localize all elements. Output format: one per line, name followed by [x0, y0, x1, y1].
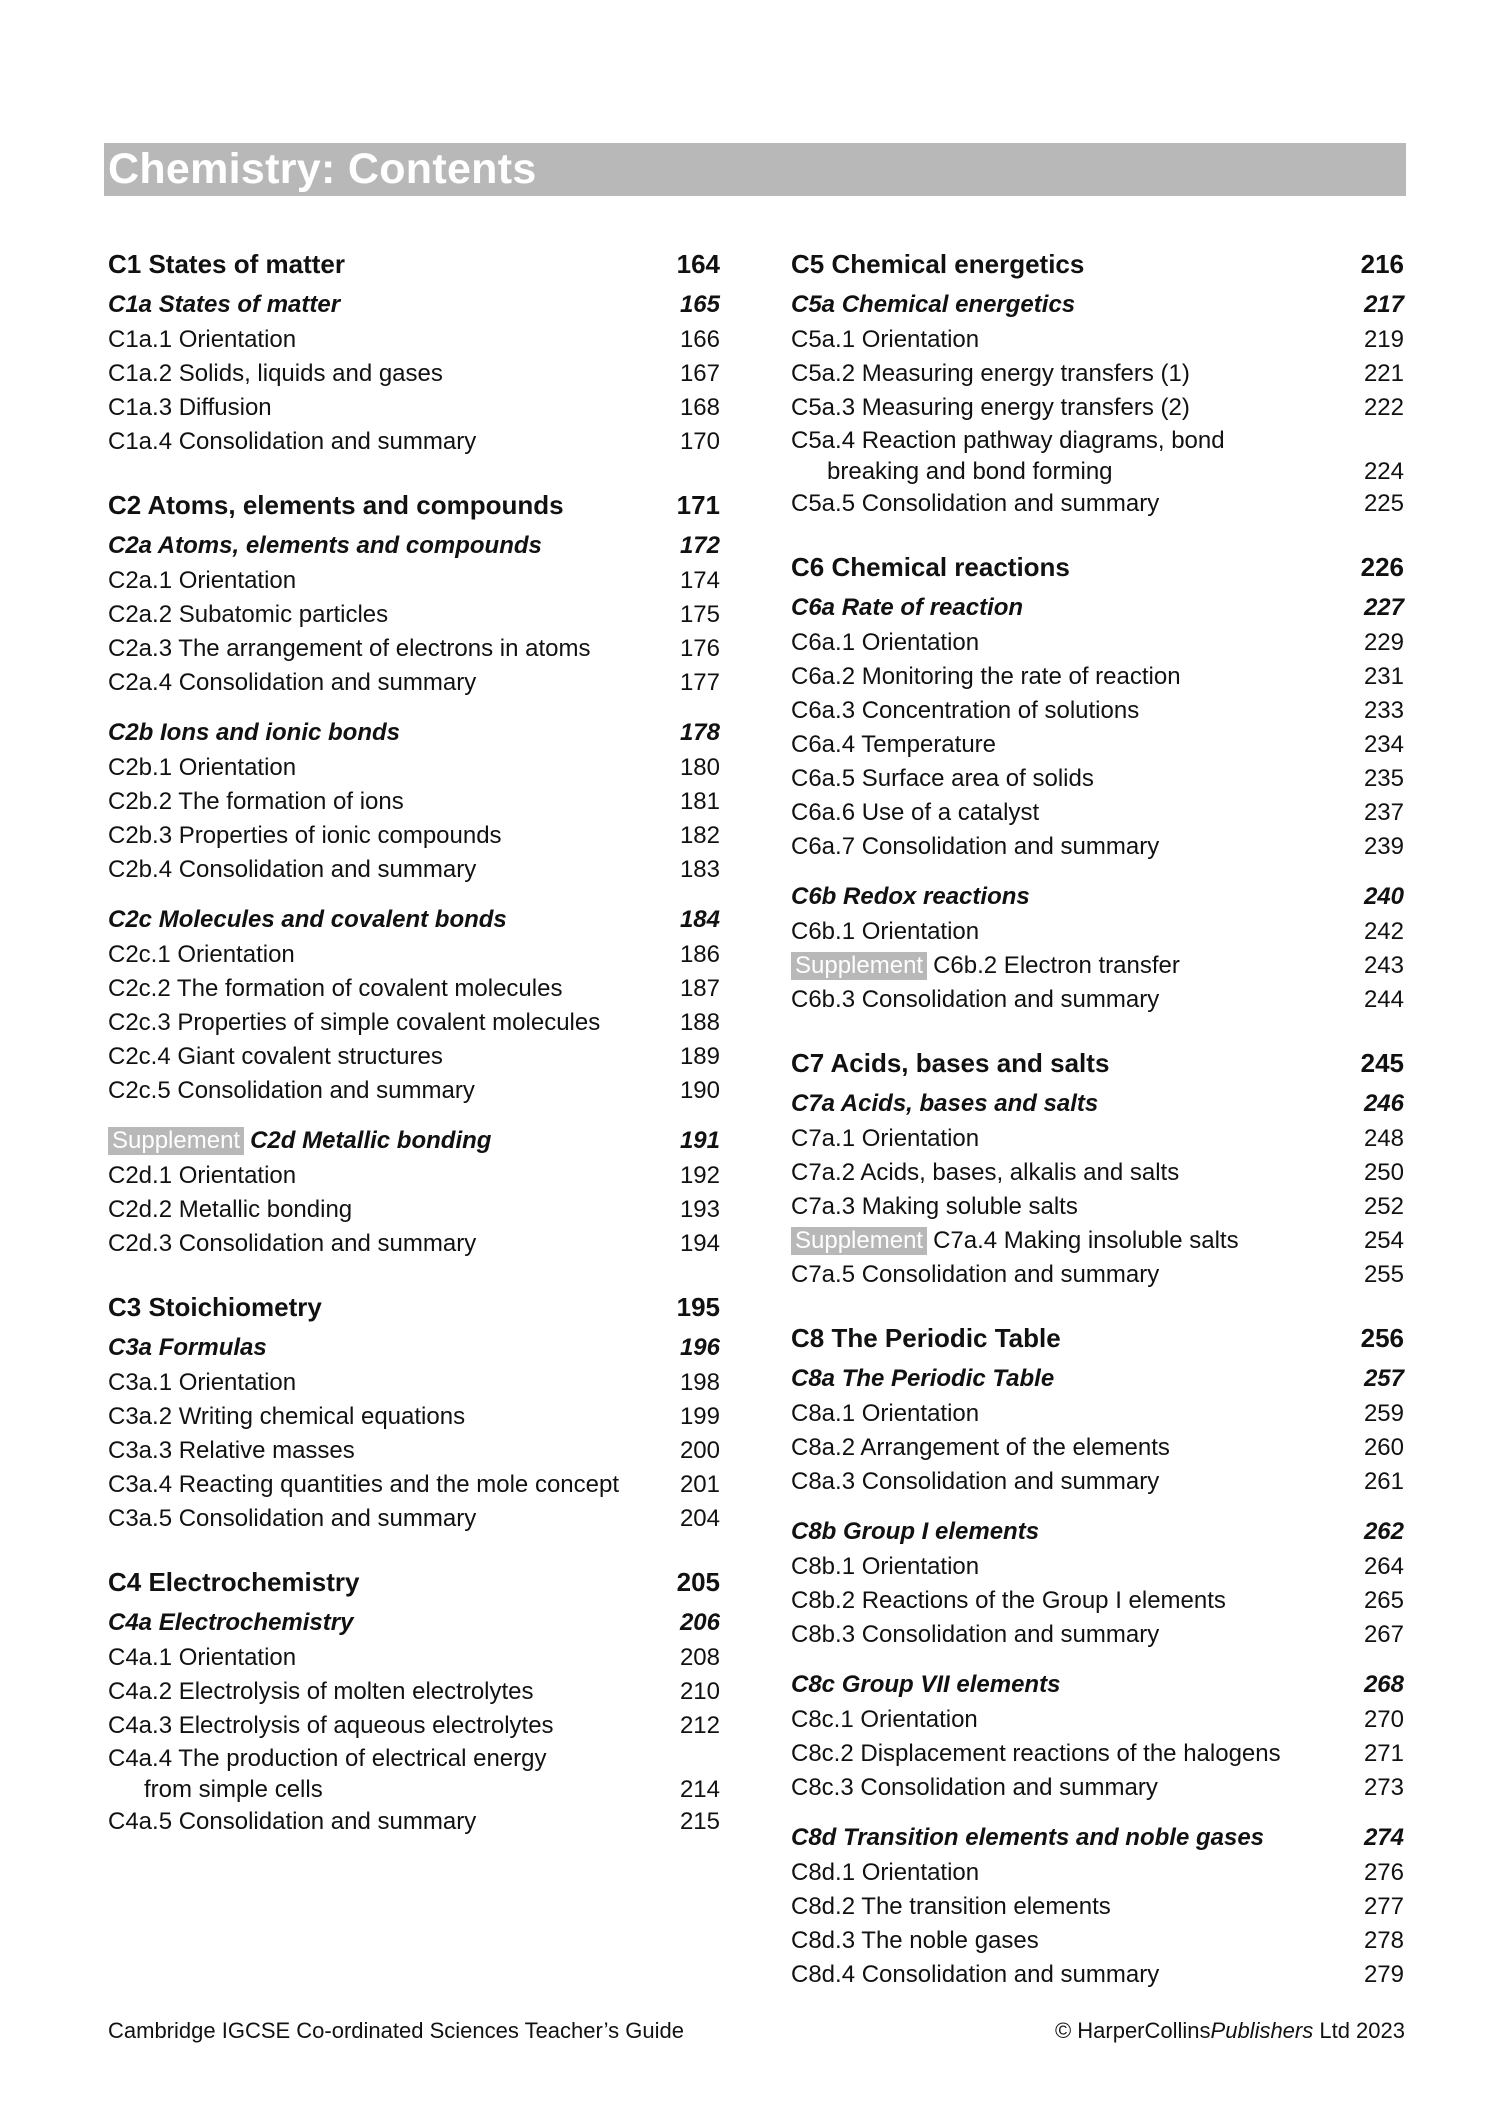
entry-title: C8c.2 Displacement reactions of the halogens: [791, 1740, 1281, 1767]
subsection-heading: [791, 1363, 1404, 1393]
contents-item: [108, 1227, 720, 1261]
title-bar: [104, 143, 1406, 196]
entry-title: C5a.1 Orientation: [791, 326, 980, 353]
section-gap: [108, 1536, 720, 1558]
contents-item: [791, 323, 1404, 357]
subsection-title: C8d Transition elements and noble gases: [791, 1824, 1265, 1851]
chapter-page: 256: [1360, 1323, 1404, 1353]
entry-title: C4a.2 Electrolysis of molten electrolytes: [108, 1678, 534, 1705]
entry-title: C2c.2 The formation of covalent molecules: [108, 975, 563, 1002]
entry-title: C6a.4 Temperature: [791, 731, 997, 758]
contents-item: [791, 1737, 1404, 1771]
entry-title: C2d Metallic bonding: [250, 1127, 492, 1154]
contents-item: [108, 819, 720, 853]
entry-title: C4a.1 Orientation: [108, 1644, 297, 1671]
contents-item: [791, 1431, 1404, 1465]
contents-item: [108, 598, 720, 632]
entry-page: 244: [1363, 986, 1404, 1013]
entry-page: 260: [1363, 1434, 1404, 1461]
entry-page: 237: [1363, 799, 1404, 826]
entry-page: 193: [679, 1196, 720, 1223]
contents-item: [791, 694, 1404, 728]
subsection-heading: [108, 530, 720, 560]
subsection-title: C6a Rate of reaction: [791, 594, 1024, 621]
supplement-badge: Supplement: [108, 1127, 244, 1155]
contents-item: [791, 1122, 1404, 1156]
entry-title: C4a.3 Electrolysis of aqueous electrolytes: [108, 1712, 554, 1739]
entry-page: 210: [679, 1678, 720, 1705]
contents-item: [108, 666, 720, 700]
entry-page: 183: [679, 856, 720, 883]
entry-title: C3a.4 Reacting quantities and the mole concept: [108, 1471, 619, 1498]
subsection-title: C8a The Periodic Table: [791, 1365, 1055, 1392]
chapter-title: C2 Atoms, elements and compounds: [108, 490, 564, 520]
chapter-title: C6 Chemical reactions: [791, 552, 1070, 582]
entry-page: 229: [1363, 629, 1404, 656]
entry-title: C7a.3 Making soluble salts: [791, 1193, 1078, 1220]
contents-item: [791, 1890, 1404, 1924]
entry-page: 167: [679, 360, 720, 387]
entry-page: 271: [1363, 1740, 1404, 1767]
entry-title: C6a.1 Orientation: [791, 629, 980, 656]
subsection-title: C2b Ions and ionic bonds: [108, 719, 401, 746]
chapter-heading: [108, 487, 720, 521]
contents-item: [791, 1958, 1404, 1992]
contents-item: [108, 1502, 720, 1536]
entry-title: C2c.3 Properties of simple covalent molecules: [108, 1009, 601, 1036]
subsection-heading: [791, 1088, 1404, 1118]
contents-item: [108, 323, 720, 357]
contents-item: [791, 1550, 1404, 1584]
entry-page: 180: [679, 754, 720, 781]
supplement-badge: Supplement: [791, 1227, 927, 1255]
entry-title: C8c.3 Consolidation and summary: [791, 1774, 1158, 1801]
contents-item: [791, 626, 1404, 660]
contents-item: [108, 1675, 720, 1709]
subsection-gap: [791, 864, 1404, 877]
subsection-heading: [791, 1516, 1404, 1546]
entry-title: C6a.2 Monitoring the rate of reaction: [791, 663, 1181, 690]
subsection-page: 262: [1363, 1518, 1404, 1545]
contents-item: [108, 1193, 720, 1227]
section-gap: [791, 1017, 1404, 1039]
entry-page: 189: [679, 1043, 720, 1070]
entry-page: 224: [1363, 458, 1404, 485]
footer-publisher-post: Ltd 2023: [1313, 2018, 1405, 2043]
entry-page: 278: [1363, 1927, 1404, 1954]
contents-item: [791, 1156, 1404, 1190]
contents-item: [108, 564, 720, 598]
subsection-title: C1a States of matter: [108, 291, 341, 318]
entry-title: C8d.1 Orientation: [791, 1859, 980, 1886]
entry-title: C5a.3 Measuring energy transfers (2): [791, 394, 1190, 421]
subsection-page: 246: [1363, 1090, 1404, 1117]
entry-title: C8d.4 Consolidation and summary: [791, 1961, 1160, 1988]
entry-title: C3a.5 Consolidation and summary: [108, 1505, 477, 1532]
contents-item: [791, 1618, 1404, 1652]
entry-page: 235: [1363, 765, 1404, 792]
entry-title-line2: from simple cells: [144, 1776, 323, 1803]
chapter-page: 164: [676, 249, 720, 279]
contents-item: [791, 425, 1404, 487]
subsection-heading: [791, 1822, 1404, 1852]
entry-title-line1: C4a.4 The production of electrical energy: [108, 1745, 547, 1772]
subsection-page: 165: [679, 291, 720, 318]
entry-page: 194: [679, 1230, 720, 1257]
entry-title: C7a.5 Consolidation and summary: [791, 1261, 1160, 1288]
entry-title: C6b.1 Orientation: [791, 918, 980, 945]
entry-page: 273: [1363, 1774, 1404, 1801]
entry-page: 191: [679, 1127, 720, 1154]
entry-title: C2a.3 The arrangement of electrons in atoms: [108, 635, 591, 662]
contents-item: [108, 632, 720, 666]
entry-page: 204: [679, 1505, 720, 1532]
subsection-title: C2c Molecules and covalent bonds: [108, 906, 507, 933]
entry-title: C2b.4 Consolidation and summary: [108, 856, 477, 883]
chapter-title: C7 Acids, bases and salts: [791, 1048, 1110, 1078]
contents-item: [108, 1366, 720, 1400]
contents-item: [791, 1465, 1404, 1499]
subsection-title: C4a Electrochemistry: [108, 1609, 354, 1636]
contents-item: [791, 796, 1404, 830]
entry-title: C2c.4 Giant covalent structures: [108, 1043, 443, 1070]
subsection-page: 196: [679, 1334, 720, 1361]
entry-page: 168: [679, 394, 720, 421]
contents-item: [791, 1924, 1404, 1958]
chapter-heading: [791, 1045, 1404, 1079]
contents-item: [791, 487, 1404, 521]
chapter-page: 171: [676, 490, 720, 520]
contents-item: [791, 728, 1404, 762]
entry-page: 176: [679, 635, 720, 662]
entry-title: C2d.1 Orientation: [108, 1162, 297, 1189]
contents-item: [791, 357, 1404, 391]
entry-title: C2d.2 Metallic bonding: [108, 1196, 353, 1223]
entry-title: C4a.5 Consolidation and summary: [108, 1808, 477, 1835]
subsection-title: C8b Group I elements: [791, 1518, 1040, 1545]
chapter-heading: [108, 246, 720, 280]
footer-left: Cambridge IGCSE Co-ordinated Sciences Teacher’s Guide: [108, 2018, 684, 2043]
entry-title: C8a.3 Consolidation and summary: [791, 1468, 1160, 1495]
subsection-heading: [108, 1125, 720, 1155]
entry-page: 208: [679, 1644, 720, 1671]
subsection-page: 257: [1363, 1365, 1404, 1392]
chapter-title: C4 Electrochemistry: [108, 1567, 360, 1597]
entry-page: 242: [1363, 918, 1404, 945]
entry-page: 174: [679, 567, 720, 594]
entry-title: C8a.2 Arrangement of the elements: [791, 1434, 1170, 1461]
subsection-title: C7a Acids, bases and salts: [791, 1090, 1099, 1117]
contents-item: [108, 425, 720, 459]
entry-page: 182: [679, 822, 720, 849]
entry-page: 186: [679, 941, 720, 968]
entry-title: C8b.1 Orientation: [791, 1553, 980, 1580]
entry-page: 234: [1363, 731, 1404, 758]
contents-item: [791, 915, 1404, 949]
entry-title: C8d.3 The noble gases: [791, 1927, 1039, 1954]
entry-page: 177: [679, 669, 720, 696]
contents-item: [108, 1709, 720, 1743]
entry-page: 276: [1363, 1859, 1404, 1886]
entry-page: 192: [679, 1162, 720, 1189]
contents-item: [108, 1159, 720, 1193]
subsection-title: C3a Formulas: [108, 1334, 267, 1361]
chapter-heading: [791, 246, 1404, 280]
entry-page: 261: [1363, 1468, 1404, 1495]
entry-title: C5a.2 Measuring energy transfers (1): [791, 360, 1190, 387]
contents-item: [791, 1856, 1404, 1890]
contents-item: [108, 1400, 720, 1434]
entry-page: 170: [679, 428, 720, 455]
chapter-heading: [108, 1564, 720, 1598]
entry-title: C8c.1 Orientation: [791, 1706, 978, 1733]
chapter-title: C5 Chemical energetics: [791, 249, 1085, 279]
entry-page: 212: [679, 1712, 720, 1739]
contents-item: [791, 1584, 1404, 1618]
contents-item: [108, 1743, 720, 1805]
footer-publisher-italic: Publishers: [1210, 2018, 1314, 2043]
subsection-title: C6b Redox reactions: [791, 883, 1030, 910]
entry-page: 279: [1363, 1961, 1404, 1988]
subsection-title: C8c Group VII elements: [791, 1671, 1061, 1698]
entry-title: C2b.3 Properties of ionic compounds: [108, 822, 502, 849]
supplement-entry: [791, 1224, 1239, 1258]
entry-page: 264: [1363, 1553, 1404, 1580]
subsection-page: 184: [679, 906, 720, 933]
contents-item: [108, 972, 720, 1006]
entry-page: 252: [1363, 1193, 1404, 1220]
entry-page: 190: [679, 1077, 720, 1104]
entry-page: 259: [1363, 1400, 1404, 1427]
entry-title: C6b.3 Consolidation and summary: [791, 986, 1160, 1013]
contents-item: [791, 1703, 1404, 1737]
contents-item: [791, 391, 1404, 425]
subsection-page: 172: [679, 532, 720, 559]
contents-item: [108, 357, 720, 391]
chapter-page: 245: [1360, 1048, 1404, 1078]
contents-item: [108, 1468, 720, 1502]
contents-item: [791, 983, 1404, 1017]
entry-title: C7a.2 Acids, bases, alkalis and salts: [791, 1159, 1180, 1186]
supplement-badge: Supplement: [791, 952, 927, 980]
entry-page: 188: [679, 1009, 720, 1036]
subsection-page: 268: [1363, 1671, 1404, 1698]
entry-page: 187: [679, 975, 720, 1002]
chapter-title: C3 Stoichiometry: [108, 1292, 322, 1322]
footer-publisher-pre: © HarperCollins: [1054, 2018, 1211, 2043]
entry-title: C1a.1 Orientation: [108, 326, 297, 353]
entry-title: C2b.1 Orientation: [108, 754, 297, 781]
contents-item: [791, 1224, 1404, 1258]
section-gap: [791, 521, 1404, 543]
entry-title: C7a.1 Orientation: [791, 1125, 980, 1152]
entry-title-line2: breaking and bond forming: [827, 458, 1113, 485]
contents-item: [108, 938, 720, 972]
supplement-entry: [791, 949, 1180, 983]
subsection-heading: [791, 881, 1404, 911]
entry-page: 265: [1363, 1587, 1404, 1614]
entry-title: C2a.2 Subatomic particles: [108, 601, 389, 628]
contents-item: [791, 762, 1404, 796]
entry-title: C8b.3 Consolidation and summary: [791, 1621, 1160, 1648]
contents-item: [108, 391, 720, 425]
contents-item: [108, 1641, 720, 1675]
contents-item: [791, 830, 1404, 864]
entry-page: 250: [1363, 1159, 1404, 1186]
entry-title: C3a.2 Writing chemical equations: [108, 1403, 466, 1430]
contents-item: [108, 785, 720, 819]
subsection-gap: [108, 1108, 720, 1121]
contents-item: [108, 1805, 720, 1839]
contents-item: [791, 1771, 1404, 1805]
entry-title-line1: C5a.4 Reaction pathway diagrams, bond: [791, 427, 1225, 454]
subsection-gap: [108, 700, 720, 713]
contents-item: [108, 1434, 720, 1468]
entry-title: C6a.7 Consolidation and summary: [791, 833, 1160, 860]
chapter-page: 216: [1360, 249, 1404, 279]
subsection-gap: [791, 1499, 1404, 1512]
subsection-heading: [108, 289, 720, 319]
entry-page: 254: [1363, 1227, 1404, 1254]
entry-page: 225: [1363, 490, 1404, 517]
subsection-page: 206: [679, 1609, 720, 1636]
entry-title: C2a.4 Consolidation and summary: [108, 669, 477, 696]
entry-page: 222: [1363, 394, 1404, 421]
subsection-page: 217: [1363, 291, 1404, 318]
subsection-heading: [108, 1332, 720, 1362]
chapter-heading: [108, 1289, 720, 1323]
entry-title: C2c.5 Consolidation and summary: [108, 1077, 475, 1104]
entry-title: C8a.1 Orientation: [791, 1400, 980, 1427]
contents-item: [791, 1190, 1404, 1224]
entry-page: 248: [1363, 1125, 1404, 1152]
entry-title: C1a.3 Diffusion: [108, 394, 272, 421]
contents-item: [108, 1040, 720, 1074]
contents-right-column: [791, 240, 1404, 1992]
entry-title: C1a.4 Consolidation and summary: [108, 428, 477, 455]
chapter-heading: [791, 549, 1404, 583]
entry-title: C6a.5 Surface area of solids: [791, 765, 1094, 792]
entry-title: C1a.2 Solids, liquids and gases: [108, 360, 443, 387]
chapter-page: 195: [676, 1292, 720, 1322]
chapter-title: C8 The Periodic Table: [791, 1323, 1061, 1353]
footer-right: [1055, 2018, 1405, 2044]
entry-page: 233: [1363, 697, 1404, 724]
contents-item: [108, 1006, 720, 1040]
entry-title: C2c.1 Orientation: [108, 941, 295, 968]
entry-page: 199: [679, 1403, 720, 1430]
entry-title: C2d.3 Consolidation and summary: [108, 1230, 477, 1257]
entry-page: 219: [1363, 326, 1404, 353]
entry-page: 200: [679, 1437, 720, 1464]
contents-item: [791, 1258, 1404, 1292]
entry-title: C6a.6 Use of a catalyst: [791, 799, 1040, 826]
chapter-heading: [791, 1320, 1404, 1354]
chapter-page: 205: [676, 1567, 720, 1597]
entry-page: 221: [1363, 360, 1404, 387]
page-title: Chemistry: Contents: [108, 145, 537, 193]
entry-title-wrap: [791, 425, 1225, 487]
section-gap: [108, 1261, 720, 1283]
entry-title: C7a.4 Making insoluble salts: [933, 1227, 1239, 1254]
entry-page: 239: [1363, 833, 1404, 860]
entry-page: 243: [1363, 952, 1404, 979]
subsection-heading: [791, 592, 1404, 622]
entry-title: C8d.2 The transition elements: [791, 1893, 1111, 1920]
entry-title: C3a.3 Relative masses: [108, 1437, 355, 1464]
entry-title: C5a.5 Consolidation and summary: [791, 490, 1160, 517]
entry-page: 181: [679, 788, 720, 815]
entry-page: 201: [679, 1471, 720, 1498]
entry-title: C6b.2 Electron transfer: [933, 952, 1180, 979]
entry-page: 215: [679, 1808, 720, 1835]
section-gap: [791, 1292, 1404, 1314]
subsection-heading: [791, 289, 1404, 319]
subsection-page: 240: [1363, 883, 1404, 910]
subsection-title: C5a Chemical energetics: [791, 291, 1076, 318]
contents-item: [108, 1074, 720, 1108]
subsection-page: 274: [1363, 1824, 1404, 1851]
subsection-title: C2a Atoms, elements and compounds: [108, 532, 542, 559]
entry-page: 277: [1363, 1893, 1404, 1920]
entry-page: 198: [679, 1369, 720, 1396]
contents-item: [791, 660, 1404, 694]
contents-item: [108, 853, 720, 887]
subsection-heading: [108, 904, 720, 934]
subsection-gap: [108, 887, 720, 900]
chapter-page: 226: [1360, 552, 1404, 582]
subsection-heading: [108, 1607, 720, 1637]
chapter-title: C1 States of matter: [108, 249, 345, 279]
entry-page: 231: [1363, 663, 1404, 690]
entry-page: 214: [679, 1776, 720, 1803]
entry-title-wrap: [108, 1743, 546, 1805]
subsection-page: 227: [1363, 594, 1404, 621]
entry-page: 166: [679, 326, 720, 353]
subsection-gap: [791, 1652, 1404, 1665]
subsection-heading: [108, 717, 720, 747]
subsection-gap: [791, 1805, 1404, 1818]
entry-title: C8b.2 Reactions of the Group I elements: [791, 1587, 1226, 1614]
contents-item: [791, 949, 1404, 983]
entry-page: 175: [679, 601, 720, 628]
supplement-entry: [108, 1127, 491, 1155]
contents-item: [791, 1397, 1404, 1431]
contents-left-column: [108, 240, 720, 1839]
entry-page: 270: [1363, 1706, 1404, 1733]
entry-title: C6a.3 Concentration of solutions: [791, 697, 1140, 724]
entry-title: C2a.1 Orientation: [108, 567, 297, 594]
subsection-heading: [791, 1669, 1404, 1699]
section-gap: [108, 459, 720, 481]
entry-title: C3a.1 Orientation: [108, 1369, 297, 1396]
entry-page: 255: [1363, 1261, 1404, 1288]
subsection-page: 178: [679, 719, 720, 746]
entry-title: C2b.2 The formation of ions: [108, 788, 404, 815]
entry-page: 267: [1363, 1621, 1404, 1648]
contents-item: [108, 751, 720, 785]
